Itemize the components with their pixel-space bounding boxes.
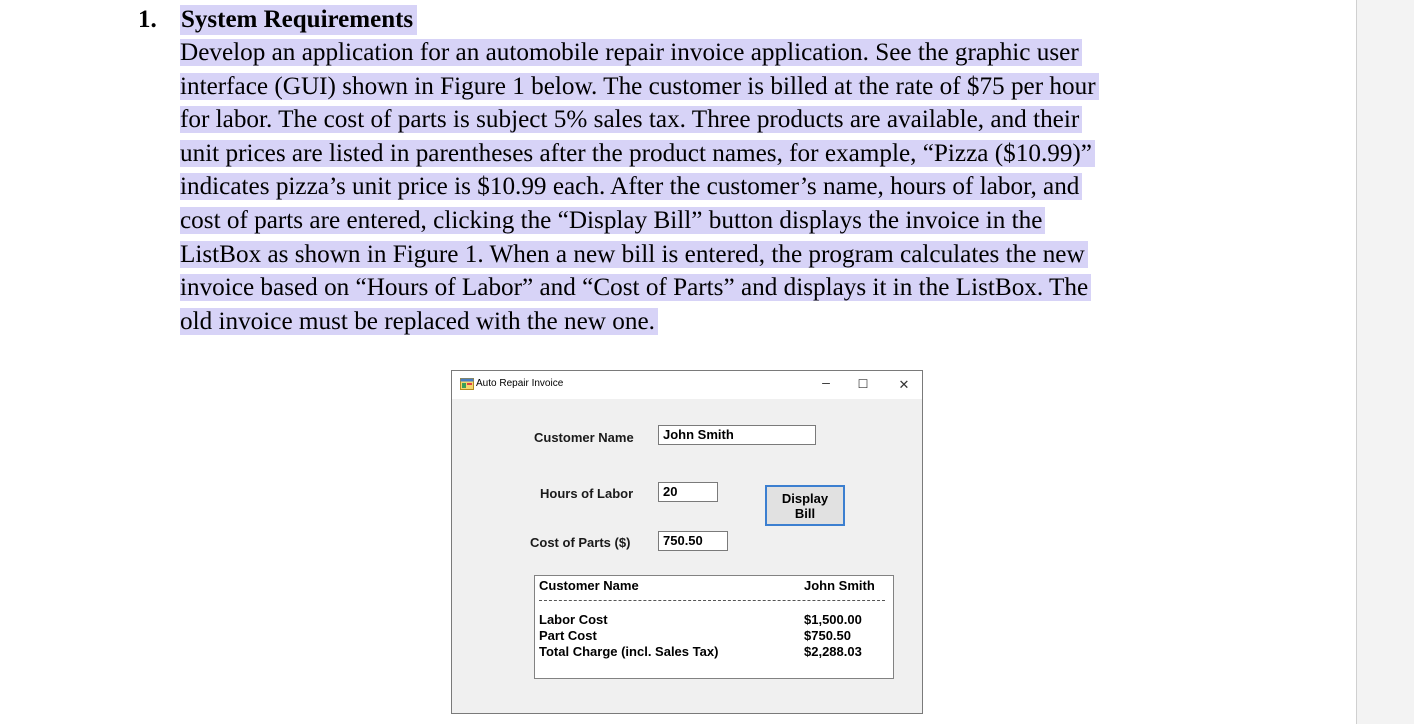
section-heading: System Requirements [180, 5, 417, 35]
paragraph-line: cost of parts are entered, clicking the “Display Bill” button displays the invoice in the [180, 204, 1180, 238]
cost-of-parts-input[interactable]: 750.50 [658, 531, 728, 551]
listbox-header-label: Customer Name [539, 578, 639, 593]
minimize-icon[interactable]: – [822, 374, 830, 390]
list-item [539, 612, 885, 628]
list-item-label: Part Cost [539, 628, 597, 643]
paragraph-line: for labor. The cost of parts is subject 5% sales tax. Three products are available, and their [180, 103, 1180, 137]
display-bill-label-line2: Bill [794, 506, 816, 521]
close-icon[interactable]: ✕ [898, 377, 910, 392]
window-title: Auto Repair Invoice [476, 378, 564, 389]
customer-name-input[interactable]: John Smith [658, 425, 816, 445]
listbox-separator [539, 600, 885, 601]
invoice-listbox[interactable] [534, 575, 894, 679]
hours-of-labor-label: Hours of Labor [540, 486, 634, 501]
requirements-paragraph [180, 36, 1180, 338]
cost-of-parts-label: Cost of Parts ($) [530, 535, 631, 550]
app-form-icon [460, 378, 474, 390]
list-item-label: Labor Cost [539, 612, 608, 627]
paragraph-line: Develop an application for an automobile repair invoice application. See the graphic user [180, 36, 1180, 70]
paragraph-line: invoice based on “Hours of Labor” and “Cost of Parts” and displays it in the ListBox. The [180, 271, 1180, 305]
display-bill-label-line1: Display [781, 491, 829, 506]
hours-of-labor-input[interactable]: 20 [658, 482, 718, 502]
customer-name-label: Customer Name [534, 430, 634, 445]
listbox-header-value: John Smith [804, 578, 875, 593]
auto-repair-invoice-window [451, 370, 923, 714]
list-item-label: Total Charge (incl. Sales Tax) [539, 644, 719, 659]
list-item [539, 628, 885, 644]
right-side-pane [1356, 0, 1414, 724]
list-item [539, 644, 885, 660]
maximize-icon[interactable]: ☐ [857, 377, 869, 391]
paragraph-line: indicates pizza’s unit price is $10.99 each. After the customer’s name, hours of labor, and [180, 170, 1180, 204]
list-item-number: 1. [138, 6, 157, 33]
list-item-value: $2,288.03 [804, 644, 862, 659]
paragraph-line: ListBox as shown in Figure 1. When a new bill is entered, the program calculates the new [180, 238, 1180, 272]
paragraph-line: old invoice must be replaced with the new one. [180, 305, 1180, 339]
paragraph-line: interface (GUI) shown in Figure 1 below. The customer is billed at the rate of $75 per hour [180, 70, 1180, 104]
listbox-header-row [539, 578, 885, 594]
list-item-value: $1,500.00 [804, 612, 862, 627]
list-item-value: $750.50 [804, 628, 851, 643]
paragraph-line: unit prices are listed in parentheses after the product names, for example, “Pizza ($10.99)” [180, 137, 1180, 171]
window-titlebar[interactable] [452, 371, 922, 399]
display-bill-button[interactable] [765, 485, 845, 526]
